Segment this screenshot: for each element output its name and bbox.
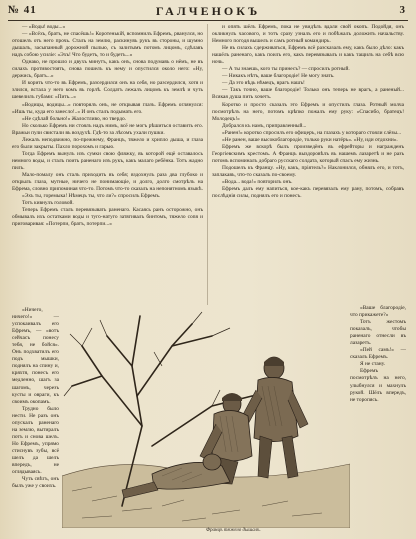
paragraph: и опять шёлъ Ефремъ, пока не увидѣлъ вдали свой окопъ. Подойдя, онъ окликнулъ часового, и тотъ сразу узналъ его и побѣжалъ доложить начальству. Немного погодя вышелъ и самъ ротный командиръ. <box>212 24 404 45</box>
page-header <box>8 4 408 19</box>
page-number: 3 <box>399 4 406 16</box>
paragraph: Теперь Ефремъ сталъ перевязывать раненаго. Касаясь ранъ осторожно, онъ обмывалъ ихъ остатками воды и туго-натуго затягивалъ бинтомъ, тяжело сопя и приговаривая: «Потерпи, братъ, потерпи...» <box>12 207 203 228</box>
magazine-title: ГАЛЧЕНОКЪ <box>155 4 261 18</box>
illustration-caption: Францъ тяжело дышалъ. <box>206 528 261 533</box>
right-column <box>212 24 404 305</box>
issue-number: № 41 <box>8 4 37 16</box>
paragraph: Подошелъ къ Францу. «Ну, какъ, пріятель?» Наклонился, обнялъ его, и тотъ, заплакавъ, что-то сказалъ по-своему. <box>212 164 404 178</box>
paragraph: Тотъ кивнулъ головой. <box>22 200 74 207</box>
paragraph: Трудно было нести. Не разъ онъ опускалъ раненаго на землю, вытиралъ потъ и снова шелъ. Но Ефремъ, упрямо стиснувъ зубы, всё шелъ да шелъ впередъ, не оглядываясь. <box>12 405 59 476</box>
paragraph: — А ты знаешь, кого ты принесъ? — спросилъ ротный. <box>222 66 350 73</box>
paragraph: Я не стану. <box>360 361 386 368</box>
paragraph: — «Воды! воды...» <box>22 24 66 30</box>
illustration-soldiers <box>62 306 350 528</box>
paragraph: — Такъ точно, ваше благородіе! Только онъ теперь не врагъ, а раненый... Всякая душа пить хочетъ. <box>212 87 404 101</box>
paragraph: Добрался къ намъ, приправленный... <box>222 122 307 129</box>
paragraph: Однако, не прошло и двухъ минутъ, какъ онъ, снова подумавъ о нёмъ, не въ силахъ противостоять, снова пошелъ къ нему и опустился около него: «Ну, держись, братъ...» <box>12 59 203 80</box>
paragraph: Тогда Ефремъ вынулъ изъ сумки свою фляжку, въ которой ещё оставалось немного воды, и сталъ поить раненаго изъ рукъ, какъ малаго ребёнка. Тотъ жадно пилъ. <box>12 150 203 171</box>
paragraph: — «Всёхъ, братъ, не спасёшь!» Коротенькій, вспомнилъ Ефремъ, рванулся, но отошелъ отъ него прочь. Сталъ на землю, раскинувъ рукъ въ стороны, и шумно дышалъ, засыпанный дорожной пылью, съ залитымъ потомъ лицомъ, сдѣлавъ надъ собою усиліе: «Эхъ! Что будетъ, то и будетъ...» <box>12 31 203 59</box>
paragraph: Тотъ жестомъ показалъ, чтобы раненаго отнесли въ лазаретъ. <box>350 319 406 347</box>
paragraph: Ефремъ посмотрѣлъ на него, улыбнулся и махнулъ рукой. Шёлъ впередъ, не торопясь. <box>350 368 406 403</box>
right-lower-column <box>350 305 406 495</box>
paragraph: «Водицы, водицы...» повторялъ онъ, не открывая глазъ. Ефремъ оглянулся: «Ишь ты, куда его занесло!..» И онъ сталъ подымать его. <box>12 101 203 115</box>
paragraph: Чуть свѣтъ, онъ былъ уже у своихъ. <box>12 476 59 490</box>
column-separator <box>207 24 208 305</box>
paragraph: Мало-помалу онъ сталъ приходить въ себя; вздохнулъ раза два глубоко и открылъ глаза, мутные, ничего не понимающіе, и долго, долго смотрѣлъ на Ефрема, словно припоминая что-то. Потомъ что-то сказалъ на непонятномъ языкѣ. <box>12 171 203 193</box>
left-column <box>12 24 203 305</box>
paragraph: Но сколько Ефремъ ни стоялъ надъ нимъ, всё не могъ рѣшиться оставить его. Вражьи пули свистали въ воздухѣ. Гдѣ-то за лѣсомъ ухали пушки. <box>12 122 203 136</box>
paragraph: И корить что-то въ Ефремъ, разсердился онъ на себя, но разсердился, хотя и злился, встала у него комъ въ горлѣ. Солдатъ лежалъ лицомъ къ землѣ и чуть шевелилъ губами: «Пить...» <box>12 80 203 101</box>
paragraph: «Пей самъ!» — сказалъ Ефремъ. <box>350 347 406 361</box>
left-lower-column <box>12 307 59 531</box>
paragraph: Лежалъ неподвижно, по-прежнему, Францъ, тяжело и хрипло дыша, и глаза его были закрыты. Пахло порохомъ и гарью. <box>12 136 203 150</box>
header-rule <box>8 20 408 21</box>
paragraph: — Да это вѣдь нѣмецъ, врагъ нашъ! <box>222 80 305 87</box>
paragraph: Ефремъ же вскорѣ былъ произведёнъ въ ефрейторы и награжденъ Георгіевскимъ крестомъ. А Францъ выздоровѣлъ въ нашемъ лазаретѣ и не разъ потомъ вспоминалъ добраго русскаго солдата, который спасъ ему жизнь. <box>212 143 404 164</box>
paragraph: «Ваше благородіе, что прикажете?» <box>350 305 406 319</box>
paragraph: — Никакъ нѣтъ, ваше благородіе! Не могу знать. <box>222 73 335 80</box>
paragraph: Не въ силахъ сдерживаться, Ефремъ всё разсказалъ ему, какъ было дѣло: какъ нашёлъ раненаго, какъ поилъ его, какъ перевязывалъ и какъ тащилъ на себѣ всю ночь. <box>212 45 404 66</box>
paragraph: Ефремъ далъ ему напиться, кое-какъ перевязалъ ему рану, потомъ, собравъ послѣднія силы, поднялъ его и понесъ. <box>212 186 404 200</box>
paragraph: «Ничего, ничего!» — успокаивалъ его Ефремъ, — «вотъ сейчасъ понесу тебя, не бойся». Онъ подхватилъ его подъ мышки, поднялъ на спину и, кряхтя, понесъ его медленно, шагъ за шагомъ, черезъ кусты и овраги, къ своимъ окопамъ. <box>12 307 59 405</box>
paragraph: «Вода... вода!» повторилъ онъ. <box>222 179 293 186</box>
paragraph: «Не ранен, ваше высокоблагородіе, только руки натёръ». «Ну, иди отдохни». <box>222 136 398 143</box>
paragraph: «Не сдѣлай больно!» Жалостливо, но твердо. <box>22 115 126 122</box>
paragraph: Коротко и просто сказалъ это Ефремъ и опустилъ глаза. Ротный молча посмотрѣлъ на него, потомъ крѣпко пожалъ ему руку: «Спасибо, братецъ! Молодецъ!» <box>212 101 404 122</box>
paragraph: «Эхъ ты, горемыка! Нѣмецъ ты, что ли?» спросилъ Ефремъ. <box>22 193 161 200</box>
paragraph: «Ранен!» коротко спросилъ его офицеръ, на глазахъ у котораго стояли слёзы... <box>222 129 402 136</box>
